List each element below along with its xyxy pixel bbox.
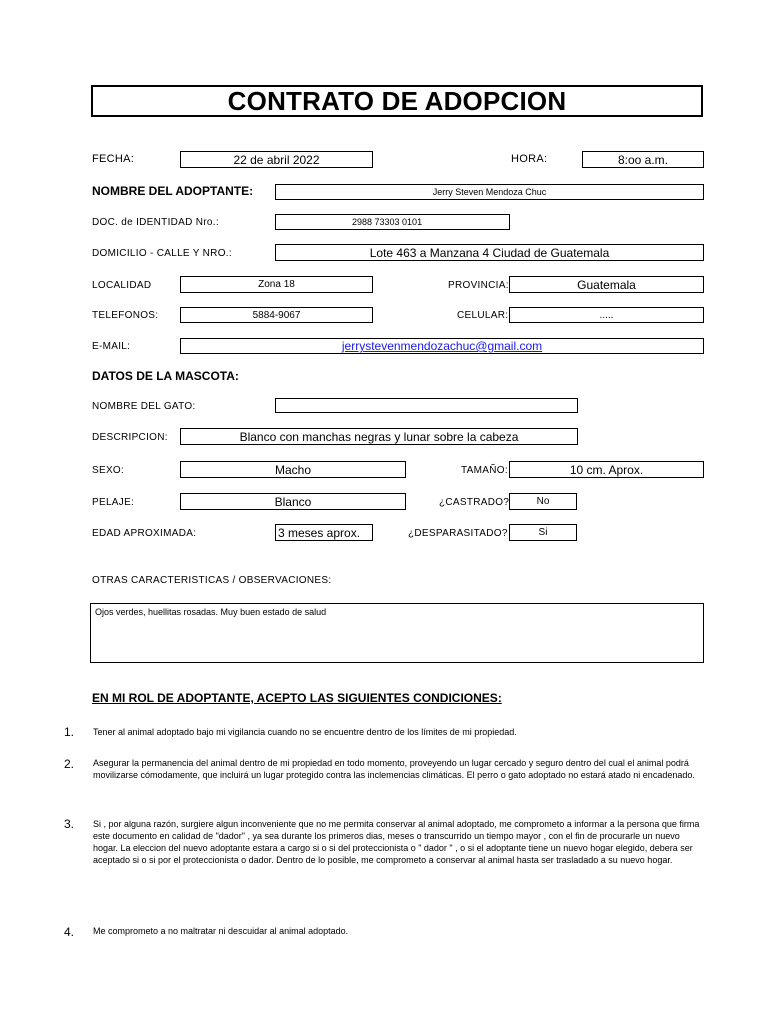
celular-field[interactable]: ..... bbox=[509, 307, 704, 323]
castrado-label: ¿CASTRADO? bbox=[439, 497, 510, 508]
fecha-field[interactable]: 22 de abril 2022 bbox=[180, 151, 373, 168]
domicilio-label: DOMICILIO - CALLE Y NRO.: bbox=[92, 248, 232, 259]
doc-identidad-field[interactable]: 2988 73303 0101 bbox=[275, 214, 510, 230]
tamano-field[interactable]: 10 cm. Aprox. bbox=[509, 461, 704, 478]
condicion-3-number: 3. bbox=[64, 817, 75, 831]
sexo-field[interactable]: Macho bbox=[180, 461, 406, 478]
condicion-2-text: Asegurar la permanencia del animal dentro de mi propiedad en todo momento, proveyendo un lugar cercado y seguro dentro del cual el animal podrá movilizarse cómodamente, que incluirá un lugar protegido contra las inclemencias climáticas. El perro o gato adoptado no estará atado ni encadenado. bbox=[93, 758, 695, 780]
doc-identidad-label: DOC. de IDENTIDAD Nro.: bbox=[92, 217, 219, 228]
fecha-label: FECHA: bbox=[92, 153, 135, 165]
pelaje-field[interactable]: Blanco bbox=[180, 493, 406, 510]
observaciones-field[interactable]: Ojos verdes, huellitas rosadas. Muy buen estado de salud bbox=[90, 603, 704, 663]
castrado-field[interactable]: No bbox=[509, 493, 577, 510]
condicion-1-text: Tener al animal adoptado bajo mi vigilancia cuando no se encuentre dentro de los límites de mi propiedad. bbox=[93, 727, 517, 737]
descripcion-label: DESCRIPCION: bbox=[92, 432, 168, 443]
nombre-adoptante-label: NOMBRE DEL ADOPTANTE: bbox=[92, 184, 254, 198]
celular-label: CELULAR: bbox=[457, 310, 509, 321]
hora-label: HORA: bbox=[511, 153, 548, 165]
condiciones-heading: EN MI ROL DE ADOPTANTE, ACEPTO LAS SIGUIENTES CONDICIONES: bbox=[92, 691, 502, 705]
email-label: E-MAIL: bbox=[92, 341, 131, 352]
condicion-3-text: Si , por alguna razón, surgiere algun inconveniente que no me permita conservar al animal adoptado, me comprometo a informar a la persona que firma este documento en calidad de "dador" , ya sea durante los primeros dias, meses o transcurrido un tiempo mayor , con el fin de procurarle un nuevo hogar. La eleccion del nuevo adoptante estara a cargo si o si del proteccionista o " dador " , o si el adoptante tiene un nuevo hogar elegido, debera ser aceptado si o si por el proteccionista o dador. Dentro de lo posible, me comprometo a conservar al animal hasta ser trasladado a su nuevo hogar. bbox=[93, 819, 700, 865]
tamano-label: TAMAÑO: bbox=[461, 465, 508, 476]
desparasitado-field[interactable]: Si bbox=[509, 524, 577, 541]
email-link[interactable]: jerrystevenmendozachuc@gmail.com bbox=[341, 339, 543, 353]
descripcion-field[interactable]: Blanco con manchas negras y lunar sobre la cabeza bbox=[180, 428, 578, 445]
otras-caracteristicas-label: OTRAS CARACTERISTICAS / OBSERVACIONES: bbox=[92, 575, 332, 586]
localidad-label: LOCALIDAD bbox=[92, 280, 152, 291]
provincia-field[interactable]: Guatemala bbox=[509, 276, 704, 293]
telefonos-field[interactable]: 5884-9067 bbox=[180, 307, 373, 323]
document-title: CONTRATO DE ADOPCION bbox=[91, 85, 703, 117]
domicilio-field[interactable]: Lote 463 a Manzana 4 Ciudad de Guatemala bbox=[275, 244, 704, 261]
edad-field[interactable]: 3 meses aprox. bbox=[275, 524, 373, 541]
desparasitado-label: ¿DESPARASITADO? bbox=[408, 528, 508, 539]
hora-field[interactable]: 8:oo a.m. bbox=[582, 151, 704, 168]
sexo-label: SEXO: bbox=[92, 465, 125, 476]
email-field[interactable] bbox=[180, 338, 704, 354]
pelaje-label: PELAJE: bbox=[92, 497, 135, 508]
datos-mascota-heading: DATOS DE LA MASCOTA: bbox=[92, 369, 239, 383]
edad-label: EDAD APROXIMADA: bbox=[92, 528, 197, 539]
telefonos-label: TELEFONOS: bbox=[92, 310, 159, 321]
nombre-adoptante-field[interactable]: Jerry Steven Mendoza Chuc bbox=[275, 184, 704, 200]
condicion-4-number: 4. bbox=[64, 925, 75, 939]
condicion-2-number: 2. bbox=[64, 757, 75, 771]
condicion-1-number: 1. bbox=[64, 725, 75, 739]
provincia-label: PROVINCIA: bbox=[448, 280, 509, 291]
nombre-gato-field[interactable] bbox=[275, 398, 578, 413]
nombre-gato-label: NOMBRE DEL GATO: bbox=[92, 401, 196, 412]
condicion-4-text: Me comprometo a no maltratar ni descuidar al animal adoptado. bbox=[93, 926, 349, 936]
localidad-field[interactable]: Zona 18 bbox=[180, 276, 373, 293]
